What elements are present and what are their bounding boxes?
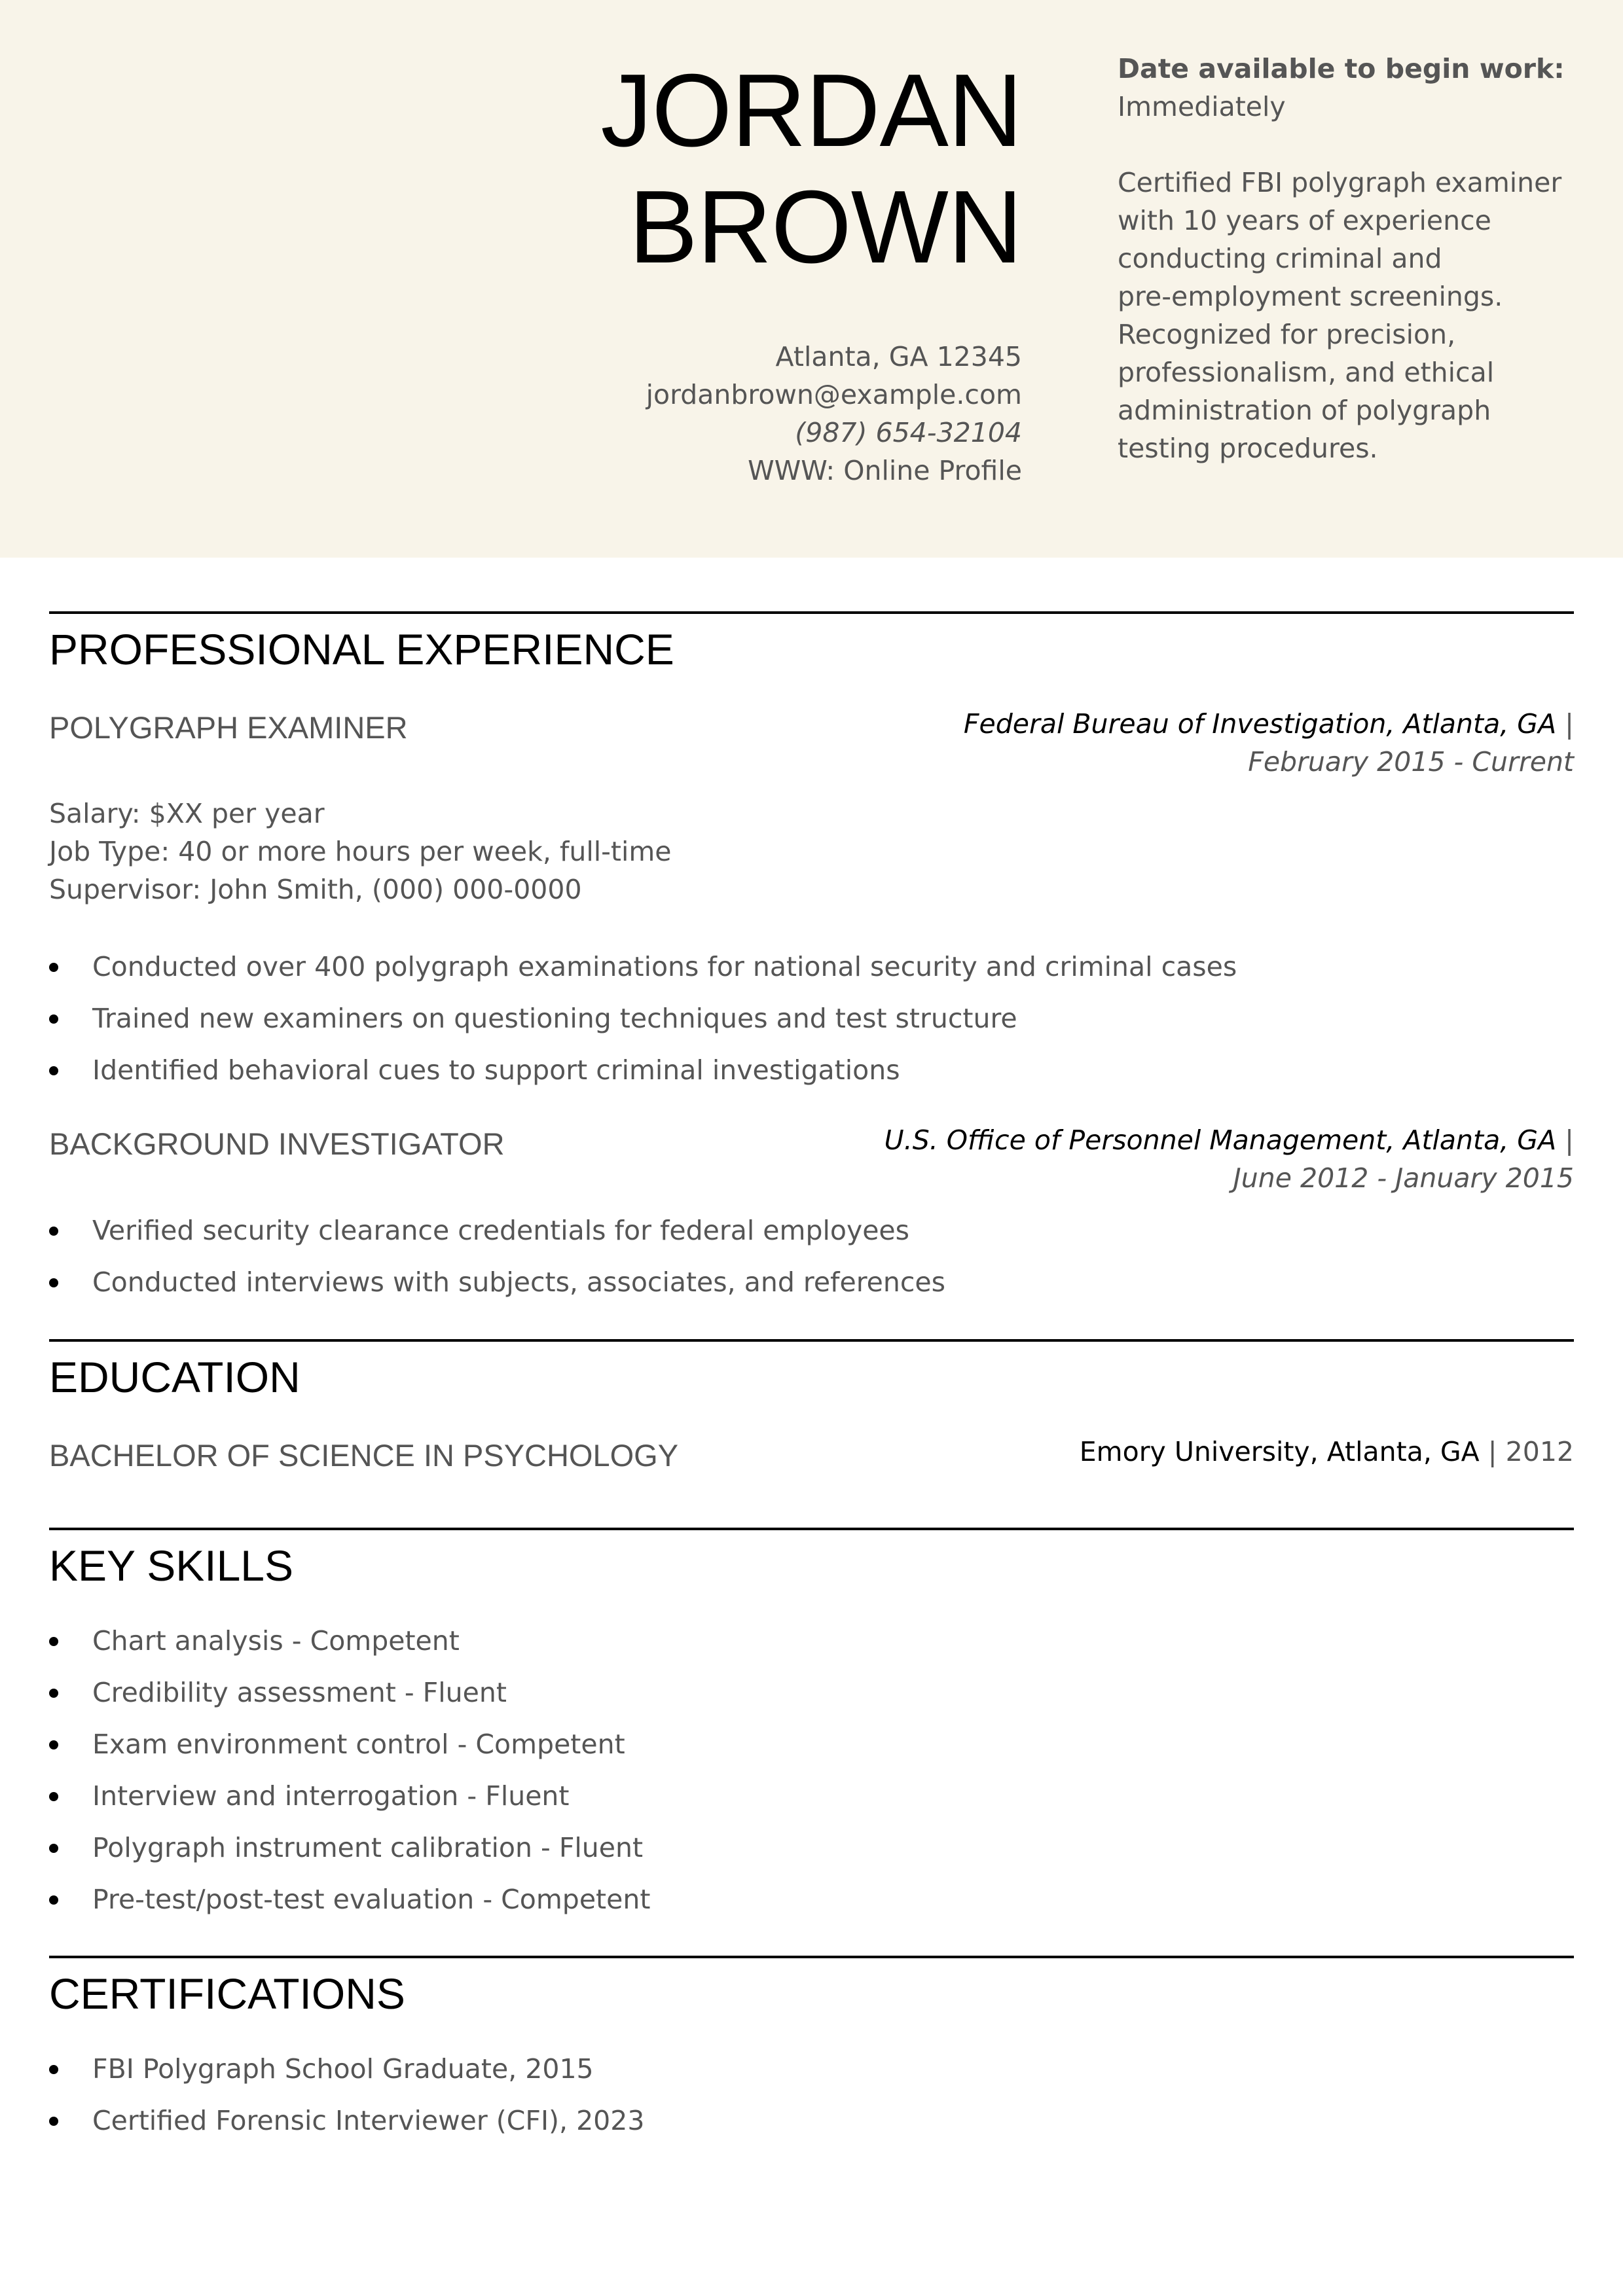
bullet-icon — [49, 1895, 58, 1905]
summary-line: pre-employment screenings. — [1118, 281, 1503, 312]
list-item — [49, 2050, 644, 2102]
bullet-icon — [49, 2117, 58, 2126]
skills-heading: KEY SKILLS — [49, 1541, 294, 1590]
job-meta — [723, 705, 1574, 781]
job-employer: U.S. Office of Personnel Management, Atlanta, GA — [884, 1124, 1557, 1156]
job-bullets — [49, 1211, 945, 1315]
section-divider — [49, 1528, 1574, 1530]
list-item-text: Pre-test/post-test evaluation - Competent — [92, 1884, 651, 1915]
job-detail: Job Type: 40 or more hours per week, full-time — [49, 836, 672, 867]
bullet-icon — [49, 1014, 58, 1024]
first-name: JORDAN — [600, 53, 1022, 168]
education-heading: EDUCATION — [49, 1353, 301, 1401]
bullet-icon — [49, 2065, 58, 2074]
bullet-icon — [49, 1637, 58, 1646]
list-item — [49, 1622, 650, 1674]
certifications-heading: CERTIFICATIONS — [49, 1969, 405, 2018]
certifications-list — [49, 2050, 644, 2153]
phone: (987) 654-32104 — [795, 417, 1022, 448]
job-detail: Salary: $XX per year — [49, 798, 325, 829]
list-item — [49, 948, 1237, 999]
list-item — [49, 1725, 650, 1777]
list-item — [49, 1777, 650, 1829]
bullet-icon — [49, 1740, 58, 1749]
list-item — [49, 1211, 945, 1263]
job-dates: June 2012 - January 2015 — [1233, 1162, 1574, 1194]
bullet-icon — [49, 1227, 58, 1236]
summary-line: testing procedures. — [1118, 433, 1378, 464]
availability-label: Date available to begin work: — [1118, 53, 1565, 84]
bullet-icon — [49, 1066, 58, 1075]
list-item-text: Credibility assessment - Fluent — [92, 1677, 507, 1708]
list-item-text: Conducted over 400 polygraph examinations for national security and criminal cases — [92, 951, 1237, 982]
job-dates: February 2015 - Current — [1248, 746, 1574, 778]
job-bullets — [49, 948, 1237, 1103]
list-item-text: Polygraph instrument calibration - Fluent — [92, 1832, 644, 1863]
list-item-text: Exam environment control - Competent — [92, 1729, 625, 1760]
section-divider — [49, 1339, 1574, 1342]
meta-separator: | — [1565, 1124, 1574, 1156]
school-name: Emory University, Atlanta, GA — [1079, 1436, 1480, 1467]
bullet-icon — [49, 1278, 58, 1287]
list-item — [49, 1880, 650, 1932]
job-details — [49, 795, 672, 908]
list-item-text: Verified security clearance credentials for federal employees — [92, 1215, 910, 1246]
candidate-name — [433, 52, 1022, 285]
list-item-text: Conducted interviews with subjects, associates, and references — [92, 1266, 946, 1298]
job-detail: Supervisor: John Smith, (000) 000-0000 — [49, 874, 582, 905]
list-item-text: Certified Forensic Interviewer (CFI), 2023 — [92, 2105, 645, 2136]
summary — [1118, 164, 1589, 467]
summary-line: Recognized for precision, — [1118, 319, 1456, 350]
list-item — [49, 999, 1237, 1051]
list-item — [49, 1051, 1237, 1103]
summary-line: with 10 years of experience — [1118, 205, 1491, 236]
section-divider — [49, 611, 1574, 614]
graduation-year: 2012 — [1505, 1436, 1574, 1467]
list-item — [49, 1674, 650, 1725]
last-name: BROWN — [629, 170, 1022, 285]
meta-separator: | — [1565, 708, 1574, 740]
list-item-text: Trained new examiners on questioning techniques and test structure — [92, 1003, 1017, 1034]
bullet-icon — [49, 1844, 58, 1853]
bullet-icon — [49, 963, 58, 972]
job-title: POLYGRAPH EXAMINER — [49, 710, 408, 745]
job-meta — [723, 1121, 1574, 1197]
job-employer: Federal Bureau of Investigation, Atlanta, GA — [963, 708, 1557, 740]
contact-info — [433, 338, 1022, 490]
availability-value: Immediately — [1118, 91, 1286, 122]
summary-line: conducting criminal and — [1118, 243, 1442, 274]
list-item — [49, 1263, 945, 1315]
summary-line: administration of polygraph — [1118, 395, 1491, 426]
job-title: BACKGROUND INVESTIGATOR — [49, 1126, 505, 1161]
list-item-text: Chart analysis - Competent — [92, 1625, 460, 1657]
bullet-icon — [49, 1689, 58, 1698]
section-divider — [49, 1956, 1574, 1958]
availability-summary — [1118, 50, 1589, 467]
website-link[interactable]: WWW: Online Profile — [748, 455, 1022, 486]
bullet-icon — [49, 1792, 58, 1801]
location: Atlanta, GA 12345 — [775, 341, 1022, 372]
list-item — [49, 1829, 650, 1880]
education-meta — [723, 1433, 1574, 1471]
list-item — [49, 2102, 644, 2153]
experience-heading: PROFESSIONAL EXPERIENCE — [49, 625, 674, 673]
email: jordanbrown@example.com — [646, 379, 1022, 410]
degree-title: BACHELOR OF SCIENCE IN PSYCHOLOGY — [49, 1438, 679, 1473]
list-item-text: Identified behavioral cues to support criminal investigations — [92, 1054, 900, 1086]
skills-list — [49, 1622, 650, 1932]
list-item-text: FBI Polygraph School Graduate, 2015 — [92, 2053, 594, 2085]
summary-line: professionalism, and ethical — [1118, 357, 1495, 388]
meta-separator: | — [1487, 1436, 1497, 1467]
summary-line: Certified FBI polygraph examiner — [1118, 167, 1562, 198]
list-item-text: Interview and interrogation - Fluent — [92, 1780, 570, 1812]
